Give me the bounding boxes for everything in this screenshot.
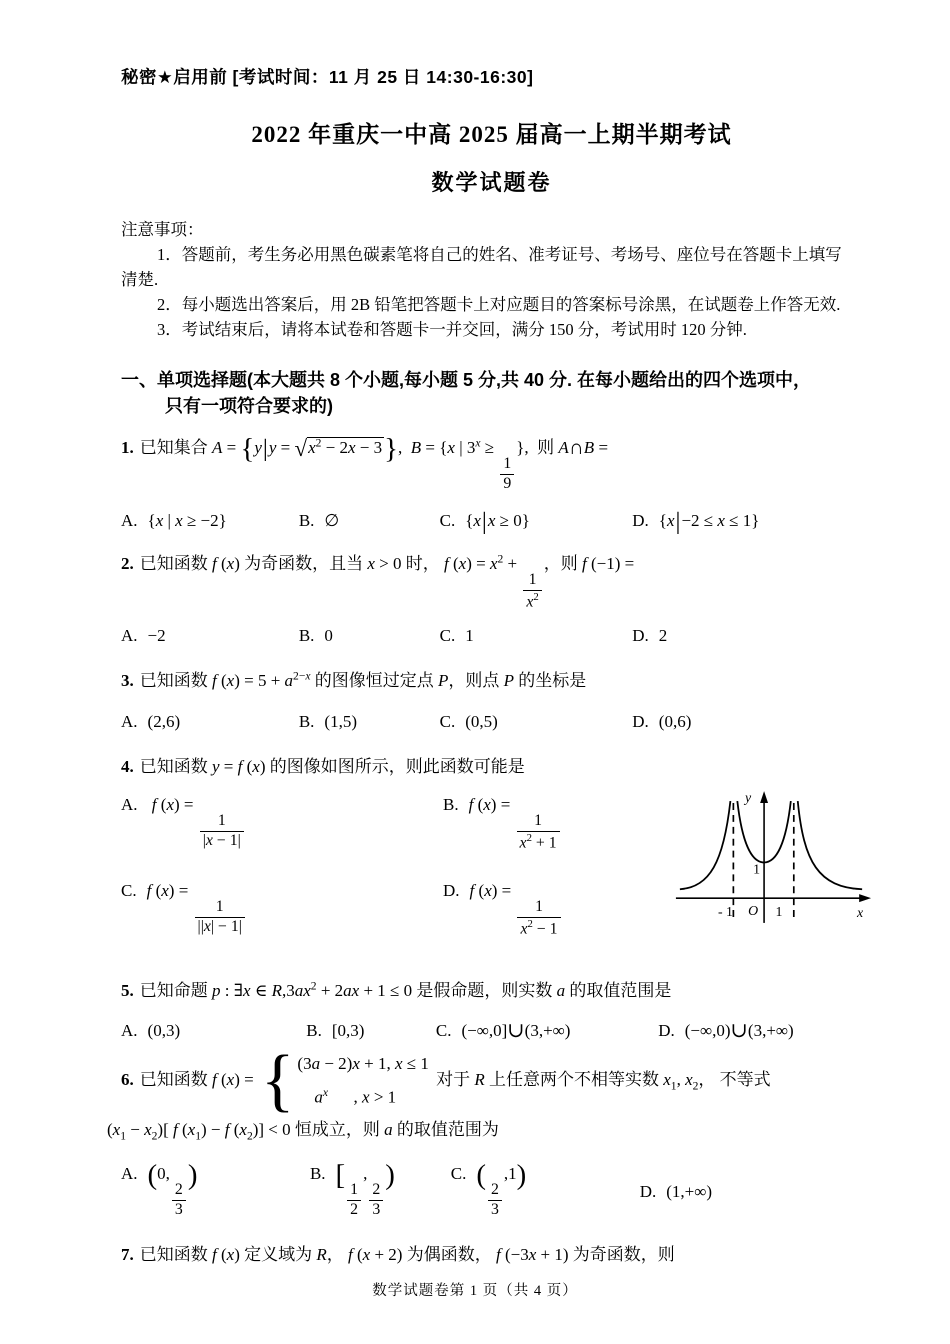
x-axis-label: x	[856, 905, 864, 921]
page-footer: 数学试题卷第 1 页（共 4 页）	[372, 1283, 578, 1299]
y-tick-1: 1	[753, 861, 761, 877]
question-6-stem-cont: $(x_1 - x_2)$[ f $(x_1) - f$ $(x_2)] < 0$ 恒成立，则 a 的取值范围为	[107, 1120, 499, 1143]
origin-label: O	[748, 903, 759, 919]
question-1	[121, 433, 862, 494]
security-header: 秘密★启用前 [考试时间：11 月 25 日 14:30-16:30]	[121, 67, 534, 87]
option-d: D. (−∞,0)∪(3,+∞)	[658, 1019, 794, 1042]
curve-left-branch	[680, 801, 731, 889]
notice-section	[121, 217, 862, 342]
option-d: D. (0,6)	[632, 712, 692, 732]
section-heading	[121, 367, 862, 419]
notice-item-1-cont: 清楚.	[121, 270, 159, 290]
question-2-stem: 已知函数 f (x) 为奇函数，且当 x > 0 时， f $(x) = x^2$ + $\frac{1}{x^2}$ ，则 f (−1) =	[139, 552, 635, 611]
option-b: B. ∅	[298, 510, 340, 530]
option-c: C. {x|x ≥ 0}	[439, 507, 530, 535]
x-axis-arrow	[859, 895, 871, 903]
question-1-stem: 已知集合 $A = \{y|y = √x^2 - 2x - 3\}$, B = {x | $3^x$ ≥ $\frac{1}{9}$ }, 则 A∩B =	[139, 433, 609, 492]
x-tick-1: 1	[775, 904, 783, 920]
option-a: A. f (x) = $\frac{1}{|x - 1|}$	[121, 795, 443, 853]
option-a: A. (0,3)	[121, 1020, 181, 1040]
question-5-number: 5.	[121, 981, 134, 1000]
exam-title: 2022 年重庆一中高 2025 届高一上期半期考试	[251, 122, 732, 147]
option-b: B. 0	[298, 625, 333, 645]
option-b: B. (1,5)	[298, 712, 357, 732]
question-3-options	[121, 712, 862, 732]
question-6-options	[121, 1159, 862, 1219]
option-d: D. {x|−2 ≤ x ≤ 1}	[632, 507, 760, 535]
question-2-options	[121, 626, 862, 646]
question-1-options	[121, 507, 862, 535]
question-3-number: 3.	[121, 671, 134, 691]
notice-item-3: 3．考试结束后，请将本试卷和答题卡一并交回，满分 150 分，考试用时 120 分钟.	[157, 320, 747, 340]
question-6-stem: 已知函数 f (x) = { (3a − 2)x + 1, x ≤ 1 $a^x$ , x > 1 对于 R 上任意两个不相等实数 $x_1$, $x_2$， 不等式	[139, 1042, 771, 1120]
question-4-number: 4.	[121, 757, 134, 777]
option-a: A. (0, $\frac{2}{3}$ )	[121, 1159, 198, 1219]
option-b: B. [ $\frac{1}{2}$ , $\frac{2}{3}$ )	[309, 1159, 395, 1219]
question-1-number: 1.	[121, 438, 134, 458]
x-tick-neg1: - 1	[717, 904, 733, 920]
question-5	[121, 978, 862, 1003]
option-c: C. (−∞,0]∪(3,+∞)	[435, 1019, 571, 1042]
question-6	[121, 1042, 862, 1120]
option-a: A. (2,6)	[121, 712, 181, 732]
y-axis-label: y	[745, 790, 752, 806]
question-7	[121, 1244, 862, 1267]
question-4-stem: 已知函数 y = f (x) 的图像如图所示，则此函数可能是	[139, 757, 525, 777]
option-b: B. [0,3)	[306, 1020, 365, 1040]
curve-right-branch	[798, 801, 862, 889]
option-d: D. (1,+∞)	[639, 1182, 712, 1202]
notice-item-2: 2．每小题选出答案后，用 2B 铅笔把答题卡上对应题目的答案标号涂黑，在试题卷上作答无效.	[157, 295, 841, 315]
y-axis-arrow	[760, 792, 768, 804]
option-c: C. (0,5)	[439, 712, 498, 732]
question-5-stem: 已知命题 p : ∃x ∈ $R,3ax^2 + 2ax + 1 \le 0$ 是假命题，则实数 a 的取值范围是	[139, 979, 672, 1000]
question-2-number: 2.	[121, 554, 134, 574]
function-graph	[668, 787, 876, 941]
option-d: D. 2	[632, 625, 668, 645]
option-c: C. f (x) = $\frac{1}{||x| - 1|}$	[121, 881, 443, 939]
question-7-stem: 已知函数 f (x) 定义域为 R， f (x + 2) 为偶函数， f (−3x + 1) 为奇函数，则	[139, 1244, 675, 1264]
option-c: C. ( $\frac{2}{3}$ ,1)	[450, 1159, 527, 1219]
option-c: C. 1	[439, 625, 474, 645]
question-5-options	[121, 1021, 862, 1041]
option-a: A. −2	[121, 625, 166, 645]
section-heading-line1: 一、单项选择题(本大题共 8 个小题,每小题 5 分,共 40 分. 在每小题给出的四个选项中，	[121, 370, 812, 391]
question-4-options-and-graph	[121, 790, 864, 960]
question-3	[121, 669, 862, 694]
option-b: B. f (x) = $\frac{1}{x^2 + 1}$	[443, 795, 773, 853]
section-heading-line2: 只有一项符合要求的)	[165, 396, 333, 417]
paper-subtitle: 数学试题卷	[431, 170, 552, 195]
question-2	[121, 552, 862, 612]
question-4	[121, 756, 862, 779]
option-d: D. f (x) = $\frac{1}{x^2 - 1}$	[443, 881, 773, 939]
question-6-continuation	[107, 1119, 862, 1144]
question-3-stem: 已知函数 f $(x) = 5 + a^{2-x}$ 的图像恒过定点 P，则点 P 的坐标是	[139, 669, 587, 691]
question-7-number: 7.	[121, 1244, 134, 1264]
notice-item-1: 1．答题前，考生务必用黑色碳素笔将自己的姓名、准考证号、考场号、座位号在答题卡上填写	[157, 245, 842, 265]
notice-heading: 注意事项：	[121, 220, 204, 239]
question-6-number: 6.	[121, 1070, 134, 1090]
option-a: A. {x | x ≥ −2}	[121, 510, 227, 530]
